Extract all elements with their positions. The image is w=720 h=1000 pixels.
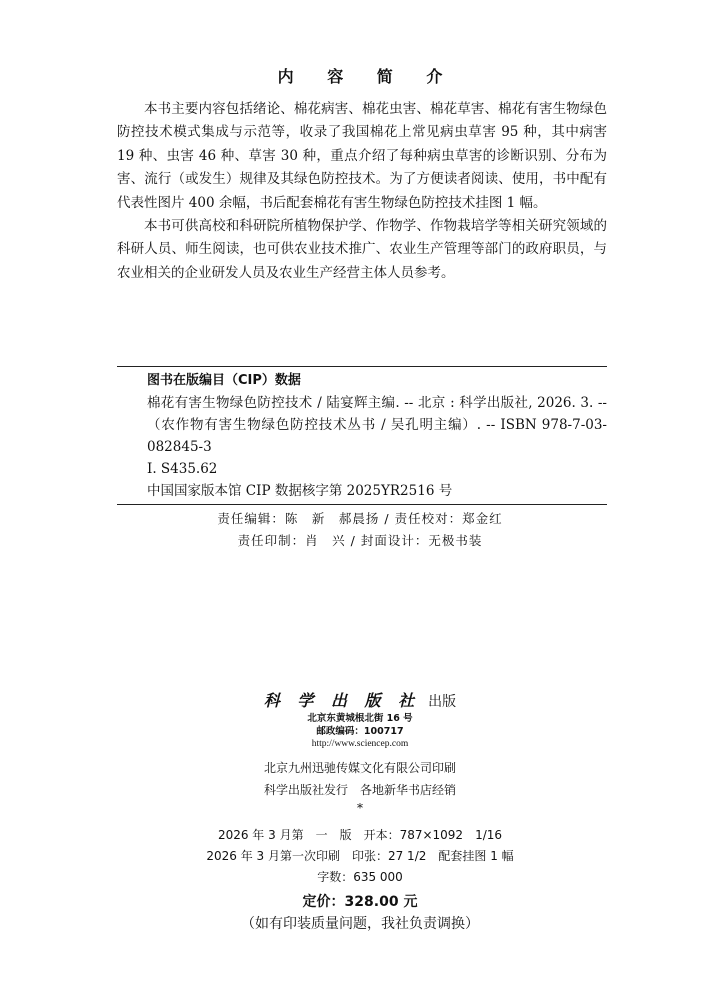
edition-line: 2026 年 3 月第 一 版 开本：787×1092 1/16 [217, 828, 503, 842]
summary-paragraph-2: 本书可供高校和科研院所植物保护学、作物学、作物栽培学等相关研究领域的科研人员、师生阅读，也可供农业技术推广、农业生产管理等部门的政府职员，与农业相关的企业研发人员及农业生产经营主体人员参考。 [117, 218, 607, 281]
staff-line-editors: 责任编辑：陈 新 郝晨扬 / 责任校对：郑金红 [217, 511, 503, 526]
printing-line: 2026 年 3 月第一次印刷 印张：27 1/2 配套挂图 1 幅 [206, 849, 514, 863]
cip-heading: 图书在版编目（CIP）数据 [147, 373, 301, 388]
publisher-name [0, 688, 720, 711]
staff-line-printing: 责任印制：肖 兴 / 封面设计：无极书装 [237, 533, 483, 548]
publisher-postcode: 邮政编码：100717 [316, 726, 404, 737]
distribution-line: 科学出版社发行 各地新华书店经销 [263, 783, 456, 797]
publisher-address: 北京东黄城根北街 16 号 [307, 713, 413, 724]
page-title: 内 容 简 介 [277, 67, 457, 86]
publisher-suffix: 出版 [428, 694, 457, 710]
cip-number: 中国国家版本馆 CIP 数据核字第 2025YR2516 号 [147, 483, 453, 499]
cip-record: 棉花有害生物绿色防控技术 / 陆宴辉主编. -- 北京 : 科学出版社, 2026. 3. --（农作物有害生物绿色防控技术丛书 / 吴孔明主编）. -- ISBN 978-7-03-082845-3 [147, 395, 607, 455]
separator-star: * [357, 801, 363, 815]
publisher-url: http://www.sciencep.com [311, 739, 409, 749]
cip-data-block [117, 366, 607, 505]
publisher-logo-text: 科 学 出 版 社 [263, 691, 421, 710]
summary-paragraph-1: 本书主要内容包括绪论、棉花病害、棉花虫害、棉花草害、棉花有害生物绿色防控技术模式集成与示范等，收录了我国棉花上常见病虫草害 95 种，其中病害 19 种、虫害 46 种、草害 30 种，重点介绍了每种病虫草害的诊断识别、分布为害、流行（或发生）规律及其绿色防控技术。为了方便读者阅读、使用，书中配有代表性图片 400 余幅，书后配套棉花有害生物绿色防控技术挂图 1 幅。 [117, 101, 607, 211]
word-count: 字数：635 000 [317, 870, 403, 884]
cip-classification: Ⅰ. S435.62 [147, 461, 218, 477]
price: 定价：328.00 元 [302, 894, 418, 910]
quality-notice: （如有印装质量问题，我社负责调换） [241, 916, 479, 932]
printer-line: 北京九州迅驰传媒文化有限公司印刷 [263, 761, 456, 775]
content-summary [117, 98, 607, 285]
